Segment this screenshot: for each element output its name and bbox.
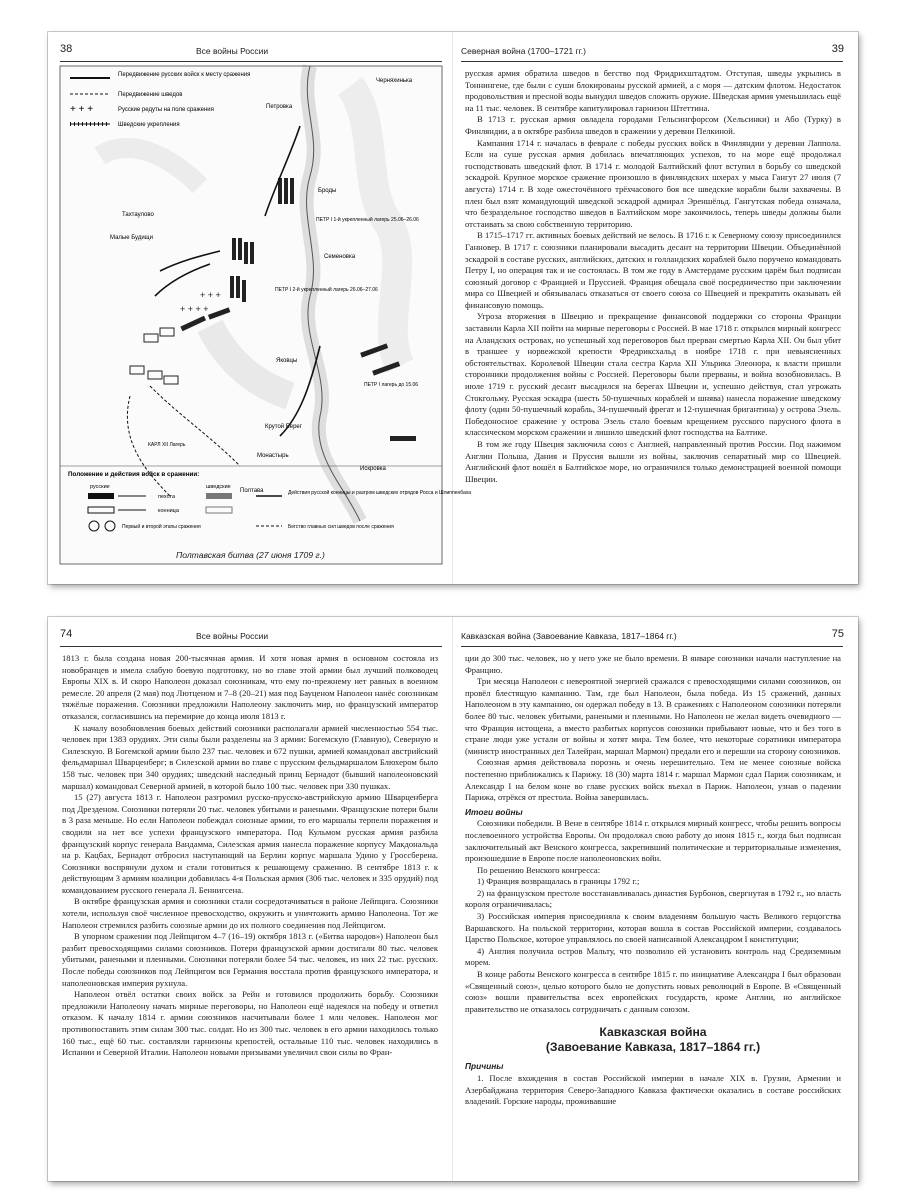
svg-text:Шведские укрепления: Шведские укрепления	[118, 122, 180, 128]
book-spread-bottom	[48, 617, 858, 1181]
paragraph: В упорном сражении под Лейпцигом 4–7 (16–19) октября 1813 г. («Битва народов») Наполеон был разбит превосходящими силами союзников. Потери французской армии достигали 80 тыс. человек убитыми, ранеными и пленными. Союзники потеряли более 54 тыс. человек, из них 22 тыс. русских. После победы союзников под Лейпцигом вся Германия восстала против французского императора, и наполеоновская империя рухнула.	[62, 931, 438, 988]
body-text	[465, 68, 841, 485]
book-spread-top	[48, 32, 858, 584]
paragraph: В октябре французская армия и союзники стали сосредотачиваться в районе Лейпцига. Союзники хотели, используя своё численное превосходство, окружить и уничтожить армию Наполеона. Тот же Наполеон стремился разбить союзные армии до их полного соединения под Лейпцигом.	[62, 896, 438, 930]
header-rule	[461, 61, 843, 62]
subheading-results: Итоги войны	[465, 806, 523, 817]
map-caption: Полтавская битва (27 июня 1709 г.)	[176, 550, 325, 560]
paragraph: В 1713 г. русская армия овладела городами Гельсингфорсом (Хельсинки) и Або (Турку) в Финляндии, а в октябре разбила шведов в сражении у деревни Пелкиной.	[465, 114, 841, 136]
svg-text:+ + +: + + +	[70, 104, 94, 115]
place-label: Яковцы	[276, 358, 298, 364]
list-item: 3) Российская империя присоединяла к своим владениям большую часть Великого герцогства Варшавского. На польской территории, которая вошла в состав Российской империи, создавалось Царство Польское, которое управлялось по своей написанной Александром I конституции;	[465, 911, 841, 945]
svg-text:пехота: пехота	[158, 494, 176, 500]
unit-label: ПЕТР I лагерь до 15.06	[364, 382, 419, 388]
list-item: 1) Франция возвращалась в границы 1792 г.;	[477, 876, 640, 887]
running-head: Все войны России	[196, 46, 269, 56]
svg-text:русские: русские	[90, 484, 110, 490]
place-label: Монастырь	[257, 453, 289, 459]
svg-text:Бегство главных сил шведов пос: Бегство главных сил шведов после сражения	[288, 524, 394, 530]
page-number: 39	[831, 43, 844, 55]
svg-text:Положение и действия войск в с: Положение и действия войск в сражении:	[68, 471, 200, 478]
place-label: Броды	[318, 188, 337, 194]
running-head: Кавказская война (Завоевание Кавказа, 1817–1864 гг.)	[461, 631, 677, 641]
paragraph: 15 (27) августа 1813 г. Наполеон разгромил русско-прусско-австрийскую армию Шварценберга под Дрезденом. Союзники потеряли 20 тыс. человек убитыми и ранеными. Французские потери были в 3 раза меньше. Но если Наполеон побеждал союзные армии, то его маршалы терпели поражения и сводили на нет все успехи французского императора. Под Кульмом русская армия разбила французский корпус генерала Вандамма, Силезская армия нанесла поражение корпусу Макдональда на р. Кацбах, Бернадот отбросил наступающий на Берлин корпус маршала Удино у Гроссберена. Союзники воспрянули духом и стали готовиться к решающему сражению. В сентябре 1813 г. к действующим 3 армиям коалиции добавилась 4-я Польская армия (306 тыс. человек и 335 орудий) под командованием русского генерала Л. Беннигсена.	[62, 792, 438, 895]
page-39	[453, 32, 858, 584]
paragraph: В 1715–1717 гг. активных боевых действий не велось. В 1716 г. к Северному союзу присоединился Ганновер. В 1717 г. союзники планировали высадить десант на территории Швеции. Объединённой эскадрой в составе русских, английских, датских и голландских кораблей было поручено командовать Петру I, но операция так и не состоялась. В том же году в Амстердаме русским царём был подписан союзный договор с Францией и Пруссией. Франция обещала своё посредничество при заключении мира со Швецией и обязывалась отказаться от своего союза со Швецией и прекратить оказывать ей финансовую помощь.	[465, 230, 841, 310]
svg-text:Передвижение шведов: Передвижение шведов	[118, 92, 183, 98]
svg-text:Передвижение русских войск к м: Передвижение русских войск к месту сражения	[118, 72, 251, 78]
header-rule	[461, 646, 843, 647]
paragraph: 1. После вхождения в состав Российской империи в начале XIX в. Грузии, Армении и Азербайджана территория Северо-Западного Кавказа фактически оказались в составе российских владений. Горские народы, проживавшие	[465, 1073, 841, 1107]
poltava-battle-map	[60, 66, 472, 564]
section-title	[465, 1025, 841, 1055]
svg-text:шведские: шведские	[206, 484, 231, 490]
section-title-main: Кавказская война	[599, 1025, 707, 1040]
place-label: Семеновка	[324, 254, 356, 260]
body-text	[465, 653, 841, 1108]
svg-text:+ + +: + + +	[200, 290, 221, 300]
header-rule	[60, 646, 442, 647]
place-label: Черняхинька	[376, 78, 413, 84]
svg-text:Русские редуты на поле сражени: Русские редуты на поле сражения	[118, 107, 214, 113]
running-head: Все войны России	[196, 631, 269, 641]
list-item: 2) на французском престоле восстанавливалась династия Бурбонов, свергнутая в 1792 г., но власть короля ограничивалась;	[465, 887, 841, 910]
svg-text:Действия русской конницы и раз: Действия русской конницы и разгром шведских отрядов Росса и Шлиппенбаха	[288, 490, 472, 496]
paragraph: ции до 300 тыс. человек, но у него уже не было времени. В январе союзники начали наступление на Францию.	[465, 653, 841, 675]
page-number: 75	[831, 628, 844, 640]
place-label: Крутой Берег	[265, 424, 302, 430]
page-75	[453, 617, 858, 1181]
paragraph: По решению Венского конгресса:	[477, 864, 601, 875]
paragraph: Наполеон отвёл остатки своих войск за Рейн и готовился продолжить борьбу. Союзники предложили Наполеону начать мирные переговоры, но Наполеон ещё надеялся на победу и ответил отказом. К началу 1814 г. армии союзников насчитывали более 1 млн человек. Наполеон мог противопоставить этим силам 300 тыс. солдат. Но из 300 тыс. человек в его армии находилось только 160 тыс., ещё 60 тыс. составляли гарнизоны крепостей, остальные 110 тыс. человек находились в Испании и Северной Италии. Наполеон новыми призывами увеличил свои силы во Фран-	[62, 989, 438, 1058]
unit-label: ПЕТР I 2-й укрепленный лагерь 26.06–27.06	[275, 287, 378, 293]
page-number: 74	[60, 628, 73, 640]
list-item: 4) Англия получила остров Мальту, что позволило ей установить контроль над Средиземным морем.	[465, 945, 841, 968]
subheading-causes: Причины	[465, 1061, 504, 1072]
unit-label: КАРЛ XII Лагерь	[148, 442, 186, 448]
svg-text:конница: конница	[158, 508, 179, 514]
section-title-sub: (Завоевание Кавказа, 1817–1864 гг.)	[545, 1040, 761, 1055]
place-label: Полтава	[240, 488, 264, 494]
paragraph: 1813 г. была создана новая 200-тысячная армия. И хотя новая армия в основном состояла из новобранцев и имела слабую боевую подготовку, но во главе этой армии был лучший полководец Европы XIX в. И скоро Наполеон доказал союзникам, что ему по-прежнему нет равных в военном ремесле. 20 апреля (2 мая) под Лютценом и 7–8 (20–21) мая под Бауценом Наполеон нанёс союзникам тяжёлые поражения. Союзники предложили Наполеону заключить мир, но французский император отказался, согласившись на перемирие до конца июля 1813 г.	[62, 653, 438, 721]
page-38	[48, 32, 472, 584]
paragraph: В конце работы Венского конгресса в сентябре 1815 г. по инициативе Александра I был образован «Священный союз», целью которого было не допустить новых революций в Европе. В «Священный союз» вошли правительства всех европейских государств, кроме Англии, но английское правительство не отказалось сотрудничать с данным союзом.	[465, 969, 841, 1014]
paragraph: Союзники победили. В Вене в сентябре 1814 г. открылся мирный конгресс, чтобы решить вопросы послевоенного устройства Европы. Он продолжал свою работу до июня 1815 г., когда был подписан заключительный акт Венского конгресса, закрепивший политические и территориальные изменения, произошедшие в Европе после наполеоновских войн.	[465, 818, 841, 864]
page-74	[48, 617, 453, 1181]
paragraph: Кампания 1714 г. началась в феврале с победы русских войск в Финляндии у деревни Лаппола. Если на суше русская армия добилась впечатляющих успехов, то на море ещё продолжал господствовать шведский флот. В 1714 г. молодой Балтийский флот вступил в борьбу со шведской эскадрой. Крупное морское сражение произошло в финляндских шхерах у мыса Гангут 27 июля (7 августа) 1714 г. В ходе ожесточённого трёхчасового боя все шведские корабли были захвачены. В плен был взят командующий шведской эскадрой адмирал Эреншёльд. Гангутская победа означала, что безраздельное господство шведов в Балтийском море закончилось, теперь шведы должны были отстаивать за свою собственную территорию.	[465, 137, 841, 229]
body-text	[62, 653, 438, 1059]
unit-label: ПЕТР I 1-й укрепленный лагерь 25.06–26.06	[316, 217, 419, 223]
place-label: Искровка	[360, 466, 386, 472]
header-rule	[60, 61, 442, 62]
running-head: Северная война (1700–1721 гг.)	[461, 46, 586, 56]
paragraph: Союзная армия действовала порознь и очень нерешительно. Тем не менее союзные войска постепенно приближались к Парижу. 18 (30) марта 1814 г. маршал Мармон сдал Париж союзникам, и Александр I на белом коне во главе русских войск въехал в Париж. Наполеон, узнав о падении Парижа, отрёкся от престола. Война завершилась.	[465, 757, 841, 803]
paragraph: Три месяца Наполеон с невероятной энергией сражался с превосходящими силами союзников, он провёл блестящую кампанию. Там, где был Наполеон, была победа. Из 15 сражений, данных Наполеоном в эту кампанию, он одержал победу в 13. В сражениях с Наполеоном союзники потеряли более 80 тыс. человек убитыми, ранеными и пленными. Но Наполеон не желал видеть очевидного — что Франция истощена, а вместо разбитых корпусов союзники прибывают новые, что и без того в стране люди уже устали от войны и хотят мира. Тем более, что некоторые соратники императора (министр иностранных дел Талейран, маршал Мармон) предали его и перешли на сторону союзников.	[465, 676, 841, 756]
place-label: Петровка	[266, 104, 293, 110]
paragraph: русская армия обратила шведов в бегство под Фридрихштадтом. Отступая, шведы укрылись в Тоннингене, где были с суши блокированы русской армией, а с моря — датским флотом. Недостаток продовольствия и пресной воды вынудил шведов сложить оружие. Шведская армия уменьшилась ещё на 11 тыс. человек. В сентябре капитулировал гарнизон Штеттина.	[465, 68, 841, 113]
svg-text:Первый и второй этапы сражения: Первый и второй этапы сражения	[122, 524, 201, 530]
paragraph: К началу возобновления боевых действий союзники располагали армией численностью 554 тыс. человек при 1383 орудиях. Эти силы были разделены на 3 армии: Богемскую (Главную), Северную и Силезскую. В Богемской армии было 237 тыс. человек и 672 пушки, армией командовал австрийский фельдмаршал Шварценберг; в Силезской армии во главе с прусским фельдмаршалом Блюхером было 158 тыс. человек при 340 орудиях; шведский наследный принц Бернадот (бывший наполеоновский маршал) командовал Северной армией, в которой было 100 тыс. человек при 330 пушках.	[62, 722, 438, 791]
paragraph: В том же году Швеция заключила союз с Англией, направленный против России. Под нажимом Англии Польша, Дания и Пруссия вышли из войны, заключив сепаратный мир со Швецией. Английский флот вошёл в Балтийское море, но ограничился только демонстрацией военной помощи Швеции.	[465, 439, 841, 484]
place-label: Малые Будищи	[110, 235, 153, 241]
svg-text:+ + + +: + + + +	[180, 304, 209, 314]
paragraph: Угроза вторжения в Швецию и прекращение финансовой поддержки со стороны Франции заставили Карла XII пойти на мирные переговоры с Россией. В мае 1718 г. открылся мирный конгресс на Аландских островах, но успешный ход переговоров был прерван смертью Карла XII. Он был убит в траншее у норвежской крепости Фредриксхальд в ноябре 1718 г. при невыясненных обстоятельствах. Королевой Швеции стала сестра Карла XII Ульрика Элеонора, к власти пришли сторонники продолжения войны с Россией. Переговоры были прерваны, и война возобновилась. В июле 1719 г. русский десант высадился на берегах Швеции и, успешно действуя, стал угрожать Стокгольму. Русская эскадра (шесть 50-пушечных кораблей и шнява) нанесла поражение шведскому флоту (один 50-пушечный корабль, 34-пушечный фрегат и 12-пушечная бригантина) у острова Эзель. Победоносное сражение у острова Эзель стало боевым крещением русского парусного флота в классическом морском сражении и лишило шведский флот господства на Балтике.	[465, 311, 841, 438]
place-label: Тахтаулово	[122, 212, 154, 218]
page-number: 38	[60, 43, 73, 55]
